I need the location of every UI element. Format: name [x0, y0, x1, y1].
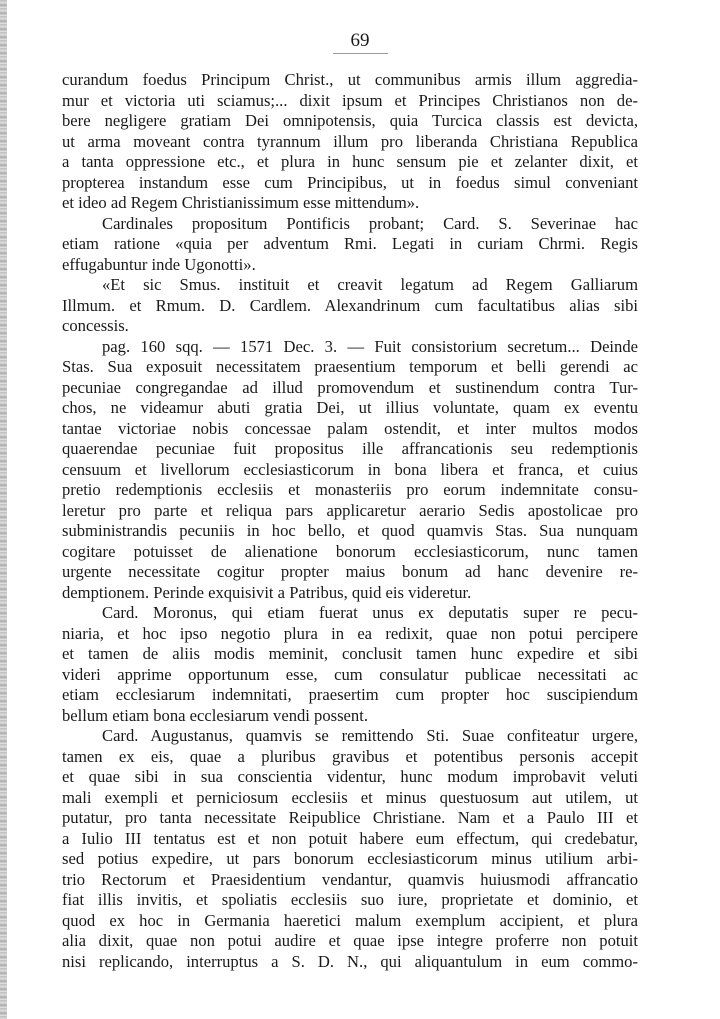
- text-line: alia dixit, quae non potui audire et quae ipse integre proferre non potuit: [62, 931, 638, 950]
- text-line: et ideo ad Regem Christianissimum esse mittendum».: [62, 193, 420, 212]
- text-line: fiat illis invitis, et spoliatis ecclesiis suo iure, proprietate et dominio, et: [62, 890, 638, 909]
- text-line: Card. Moronus, qui etiam fuerat unus ex deputatis super re pecu-: [102, 603, 638, 622]
- text-line: mur et victoria uti sciamus;... dixit ipsum et Principes Christianos non de-: [62, 90, 638, 110]
- paragraph: [62, 726, 638, 972]
- text-line: Stas. Sua exposuit necessitatem praesentium temporum et belli gerendi ac: [62, 357, 638, 376]
- text-line: nisi replicando, interruptus a S. D. N., qui aliquantulum in eum commo-: [62, 951, 638, 971]
- text-line: chos, ne videamur abuti gratia Dei, ut illius voluntate, quam ex eventu: [62, 398, 638, 417]
- text-line: «Et sic Smus. instituit et creavit legatum ad Regem Galliarum: [102, 275, 638, 294]
- text-line: a Iulio III tentatus est et non potuit habere eum effectum, qui credebatur,: [62, 828, 638, 848]
- text-line: tamen ex eis, quae a pluribus gravibus et potentibus personis accepit: [62, 746, 638, 766]
- text-line: pretio redemptionis ecclesiis et monasteriis pro eorum indemnitate consu-: [62, 480, 638, 499]
- text-line: etiam ratione «quia per adventum Rmi. Legati in curiam Chrmi. Regis: [62, 234, 638, 253]
- scan-edge: [0, 0, 7, 1019]
- text-line: mali exempli et perniciosum ecclesiis et minus questuosum aut utilem, ut: [62, 787, 638, 807]
- paragraph: [62, 214, 638, 276]
- text-line: subministrandis pecuniis in hoc bello, et quod quamvis Stas. Sua nunquam: [62, 521, 638, 540]
- text-line: quaerendae pecuniae fuit propositus ille affrancationis seu redemptionis: [62, 439, 638, 458]
- paragraph: [62, 70, 638, 214]
- paragraph: [62, 603, 638, 726]
- text-line: et quae sibi in sua conscientia videntur, hunc modum improbavit veluti: [62, 767, 638, 786]
- text-line: censuum et livellorum ecclesiasticorum in bona libera et franca, et cuius: [62, 459, 638, 479]
- text-line: Illmum. et Rmum. D. Cardlem. Alexandrinum cum facultatibus alias sibi: [62, 295, 638, 315]
- paragraph: [62, 275, 638, 337]
- text-line: a tanta oppressione etc., et plura in hunc sensum pie et zelanter dixit, et: [62, 152, 638, 171]
- text-line: effugabuntur inde Ugonotti».: [62, 254, 256, 274]
- text-line: curandum foedus Principum Christ., ut communibus armis illum aggredia-: [62, 70, 638, 89]
- text-line: trio Rectorum et Praesidentium vendantur, quamvis huiusmodi affrancatio: [62, 869, 638, 889]
- page-number: 69: [0, 29, 720, 54]
- paragraph: [62, 337, 638, 604]
- body-text: [62, 70, 638, 972]
- text-line: videri apprime opportunum esse, cum consulatur publicae necessitati ac: [62, 664, 638, 684]
- text-line: etiam ecclesiarum indemnitati, praesertim cum propter hoc suscipiendum: [62, 685, 638, 704]
- text-line: cogitare potuisset de alienatione bonorum ecclesiasticorum, nunc tamen: [62, 541, 638, 561]
- text-line: pecuniae congregandae ad illud promovendum et sustinendum contra Tur-: [62, 377, 638, 397]
- text-line: demptionem. Perinde exquisivit a Patribus, quid eis videretur.: [62, 582, 472, 602]
- text-line: bere negligere gratiam Dei omnipotensis, quia Turcica classis est devicta,: [62, 111, 638, 130]
- text-line: bellum etiam bona ecclesiarum vendi possent.: [62, 705, 368, 725]
- text-line: urgente necessitate cogitur propter maius bonum ad hanc devenire re-: [62, 562, 638, 581]
- text-line: Card. Augustanus, quamvis se remittendo Sti. Suae confiteatur urgere,: [102, 726, 638, 745]
- text-line: quod ex hoc in Germania haeretici malum exemplum accipient, et plura: [62, 910, 638, 930]
- text-line: sed potius expedire, ut pars bonorum ecclesiasticorum minus utilium arbi-: [62, 849, 638, 868]
- text-line: propterea instandum esse cum Principibus, ut in foedus simul conveniant: [62, 172, 638, 192]
- text-line: ut arma moveant contra tyrannum illum pro liberanda Christiana Republica: [62, 131, 638, 151]
- text-line: et tamen de aliis modis meminit, conclusit tamen hunc expedire et sibi: [62, 644, 638, 663]
- text-line: tantae victoriae nobis concessae palam ostendit, et inter multos modos: [62, 418, 638, 438]
- text-line: putatur, pro tanta necessitate Reipublice Christiane. Nam et a Paulo III et: [62, 808, 638, 827]
- text-line: concessis.: [62, 316, 129, 335]
- text-line: niaria, et hoc ipso negotio plura in ea redixit, quae non potui percipere: [62, 623, 638, 643]
- text-line: pag. 160 sqq. — 1571 Dec. 3. — Fuit consistorium secretum... Deinde: [102, 336, 638, 356]
- text-line: leretur pro parte et reliqua pars applicaretur aerario Sedis apostolicae pro: [62, 500, 638, 520]
- text-line: Cardinales propositum Pontificis probant; Card. S. Severinae hac: [102, 213, 638, 233]
